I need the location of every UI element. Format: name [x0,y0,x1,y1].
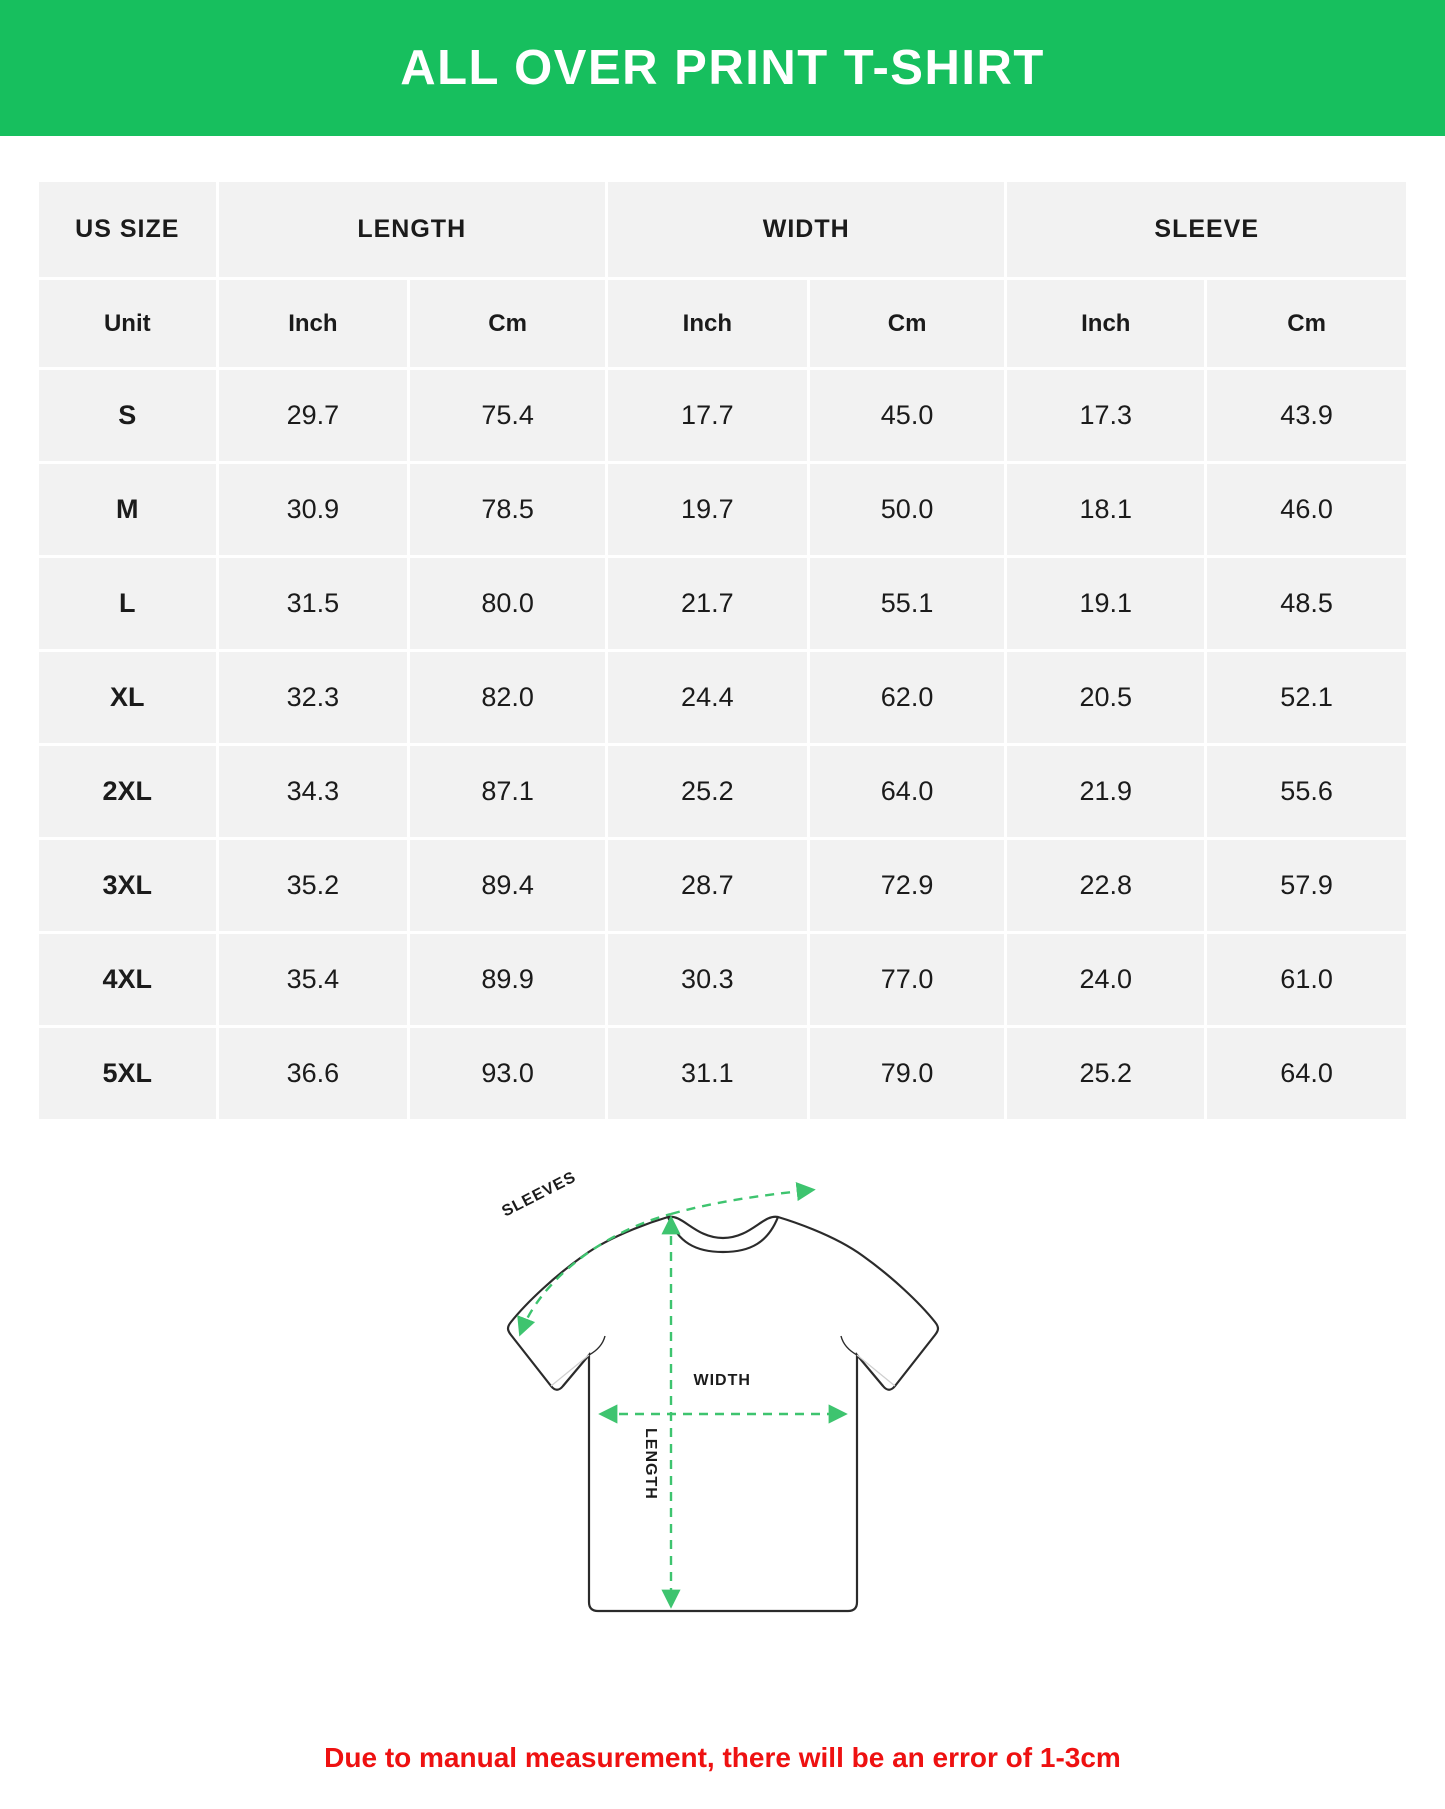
cell-length-inch: 31.5 [217,557,409,651]
table-row [38,839,1408,933]
table-row [38,651,1408,745]
cell-size: 4XL [38,933,218,1027]
cell-sleeve-inch: 25.2 [1006,1027,1206,1121]
cell-sleeve-inch: 20.5 [1006,651,1206,745]
cell-width-inch: 28.7 [606,839,808,933]
cell-sleeve-cm: 43.9 [1206,369,1408,463]
measurement-disclaimer: Due to manual measurement, there will be an error of 1-3cm [324,1742,1121,1773]
label-length: LENGTH [641,1422,659,1506]
cell-length-cm: 82.0 [409,651,607,745]
cell-length-inch: 32.3 [217,651,409,745]
measurement-diagram-container [0,1168,1445,1702]
table-row [38,1027,1408,1121]
cell-length-inch: 35.4 [217,933,409,1027]
cell-width-cm: 72.9 [808,839,1006,933]
unit-width-cm: Cm [808,279,1006,369]
table-row [38,463,1408,557]
table-unit-row [38,279,1408,369]
cell-length-cm: 87.1 [409,745,607,839]
cell-length-inch: 30.9 [217,463,409,557]
cell-width-inch: 30.3 [606,933,808,1027]
unit-length-inch: Inch [217,279,409,369]
cell-length-inch: 35.2 [217,839,409,933]
unit-length-cm: Cm [409,279,607,369]
unit-label: Unit [38,279,218,369]
cell-length-inch: 36.6 [217,1027,409,1121]
cell-length-cm: 93.0 [409,1027,607,1121]
unit-width-inch: Inch [606,279,808,369]
cell-width-cm: 45.0 [808,369,1006,463]
cell-length-cm: 80.0 [409,557,607,651]
cell-width-cm: 50.0 [808,463,1006,557]
table-row [38,369,1408,463]
group-header-width: WIDTH [606,181,1005,279]
cell-length-cm: 89.4 [409,839,607,933]
size-chart-table [36,179,1409,1122]
cell-sleeve-inch: 19.1 [1006,557,1206,651]
cell-size: S [38,369,218,463]
unit-sleeve-cm: Cm [1206,279,1408,369]
cell-width-inch: 31.1 [606,1027,808,1121]
cell-width-cm: 64.0 [808,745,1006,839]
cell-sleeve-cm: 64.0 [1206,1027,1408,1121]
cell-width-cm: 77.0 [808,933,1006,1027]
cell-size: 2XL [38,745,218,839]
sleeve-measure-arrow-2 [671,1190,811,1214]
cell-width-inch: 19.7 [606,463,808,557]
cell-sleeve-inch: 21.9 [1006,745,1206,839]
table-row [38,557,1408,651]
cell-width-inch: 21.7 [606,557,808,651]
tshirt-diagram-svg [463,1172,983,1702]
cell-sleeve-cm: 55.6 [1206,745,1408,839]
cell-sleeve-inch: 18.1 [1006,463,1206,557]
cell-width-inch: 25.2 [606,745,808,839]
cell-width-cm: 55.1 [808,557,1006,651]
cell-size: L [38,557,218,651]
table-row [38,933,1408,1027]
cell-sleeve-cm: 46.0 [1206,463,1408,557]
cell-length-cm: 78.5 [409,463,607,557]
cell-size: 3XL [38,839,218,933]
cell-sleeve-inch: 22.8 [1006,839,1206,933]
cell-length-cm: 75.4 [409,369,607,463]
unit-sleeve-inch: Inch [1006,279,1206,369]
cell-length-cm: 89.9 [409,933,607,1027]
cell-size: M [38,463,218,557]
page-title: ALL OVER PRINT T-SHIRT [400,41,1045,95]
cell-length-inch: 29.7 [217,369,409,463]
measurement-diagram [463,1168,983,1702]
cell-sleeve-inch: 24.0 [1006,933,1206,1027]
group-header-us-size: US SIZE [38,181,218,279]
cell-width-cm: 62.0 [808,651,1006,745]
cell-width-inch: 24.4 [606,651,808,745]
label-width: WIDTH [688,1372,757,1390]
table-group-header-row [38,181,1408,279]
cell-sleeve-cm: 61.0 [1206,933,1408,1027]
cell-sleeve-inch: 17.3 [1006,369,1206,463]
header-banner [0,0,1445,136]
table-row [38,745,1408,839]
group-header-sleeve: SLEEVE [1006,181,1408,279]
size-chart-container [36,179,1409,1122]
group-header-length: LENGTH [217,181,606,279]
cell-sleeve-cm: 57.9 [1206,839,1408,933]
cell-sleeve-cm: 52.1 [1206,651,1408,745]
cell-size: 5XL [38,1027,218,1121]
cell-width-cm: 79.0 [808,1027,1006,1121]
cell-length-inch: 34.3 [217,745,409,839]
cell-sleeve-cm: 48.5 [1206,557,1408,651]
cell-size: XL [38,651,218,745]
cell-width-inch: 17.7 [606,369,808,463]
label-sleeves: SLEEVES [498,1168,579,1221]
